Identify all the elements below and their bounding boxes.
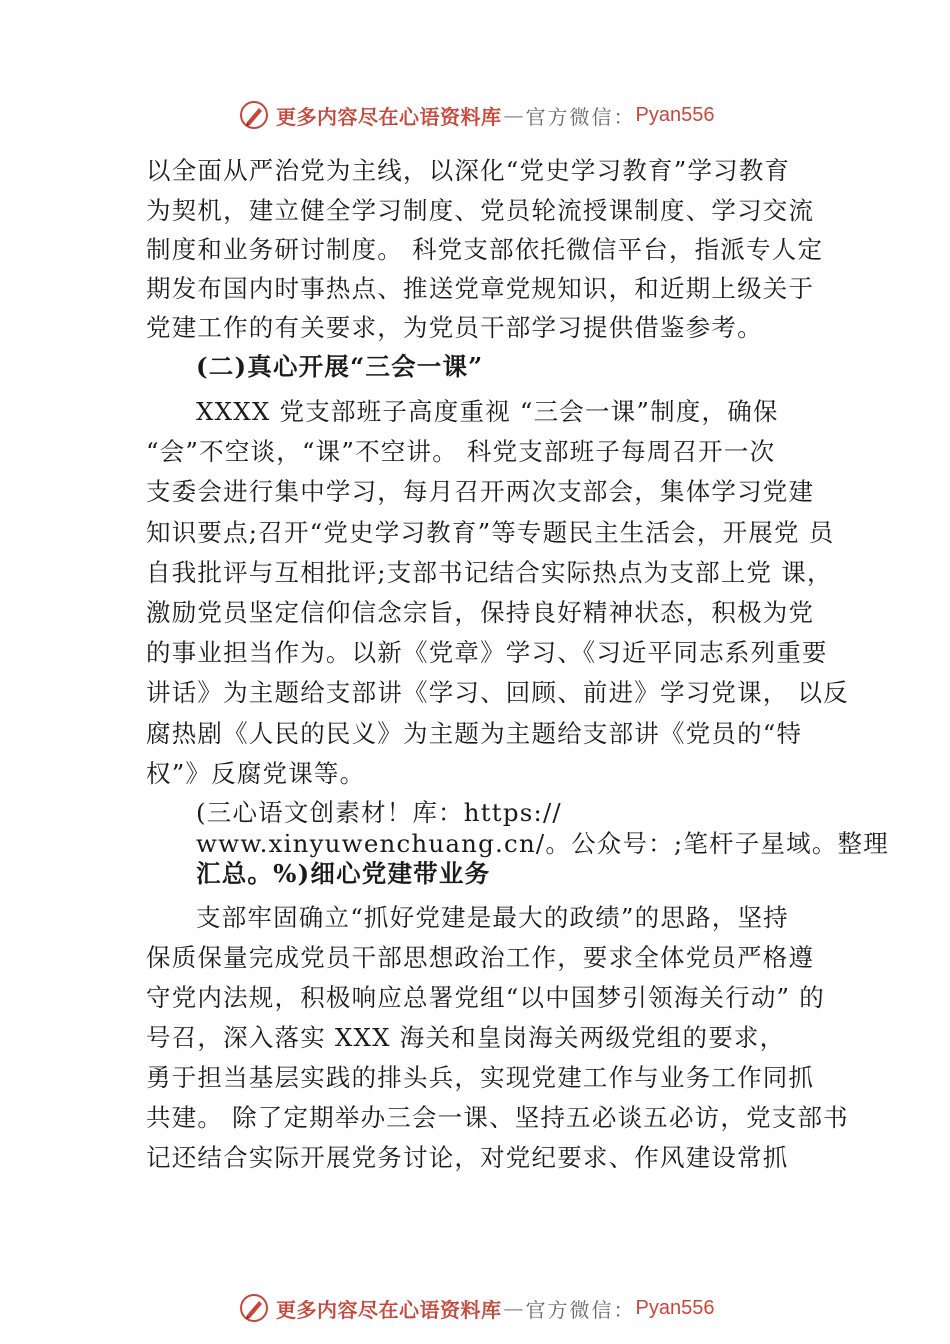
paragraph-line: 制度和业务研讨制度。 科党支部依托微信平台，指派专人定 — [146, 235, 824, 264]
paragraph-line: 激励党员坚定信仰信念宗旨，保持良好精神状态，积极为党 — [146, 598, 815, 627]
paragraph-line: 以全面从严治党为主线，以深化“党史学习教育”学习教育 — [146, 156, 791, 185]
paragraph-line: (三心语文创素材！库：https:// — [196, 798, 562, 827]
paragraph-line: 权”》反腐党课等。 — [146, 759, 366, 788]
paragraph-line: 支委会进行集中学习，每月召开两次支部会，集体学习党建 — [146, 477, 815, 506]
paragraph-line: 腐热剧《人民的民义》为主题为主题给支部讲《党员的“特 — [146, 719, 803, 748]
banner-title: 更多内容尽在心语资料库 — [276, 104, 502, 129]
paragraph-line: 记还结合实际开展党务讨论，对党纪要求、作风建设常抓 — [146, 1143, 789, 1172]
pen-logo-icon — [238, 99, 270, 131]
paragraph-line: 支部牢固确立“抓好党建是最大的政绩”的思路，坚持 — [196, 903, 789, 932]
banner-dash: — — [503, 103, 524, 127]
paragraph-line: 守党内法规，积极响应总署党组“以中国梦引领海关行动” 的 — [146, 983, 825, 1012]
banner-wechat-label: 官方微信： — [525, 1297, 636, 1322]
pen-logo-icon — [238, 1292, 270, 1324]
paragraph-line: 共建。 除了定期举办三会一课、坚持五必谈五必访，党支部书 — [146, 1103, 849, 1132]
paragraph-line: 讲话》为主题给支部讲《学习、回顾、前进》学习党课， 以反 — [146, 678, 849, 707]
paragraph-line: XXXX 党支部班子高度重视 “三会一课”制度，确保 — [196, 397, 779, 426]
banner-wechat-label: 官方微信： — [525, 104, 636, 129]
banner-title: 更多内容尽在心语资料库 — [276, 1297, 502, 1322]
paragraph-line: 党建工作的有关要求，为党员干部学习提供借鉴参考。 — [146, 313, 763, 342]
paragraph-line: “会”不空谈，“课”不空讲。 科党支部班子每周召开一次 — [146, 437, 776, 466]
footer-banner — [238, 1290, 758, 1326]
banner-dash: — — [503, 1296, 524, 1320]
paragraph-line: 的事业担当作为。以新《党章》学习、《习近平同志系列重要 — [146, 638, 828, 667]
header-banner — [238, 97, 758, 133]
paragraph-line: 为契机，建立健全学习制度、党员轮流授课制度、学习交流 — [146, 196, 815, 225]
paragraph-line: 号召，深入落实 XXX 海关和皇岗海关两级党组的要求， — [146, 1023, 786, 1052]
paragraph-line: 知识要点;召开“党史学习教育”等专题民主生活会，开展党 员 — [146, 518, 835, 547]
banner-wechat-id: Pyan556 — [635, 103, 715, 126]
paragraph-line: 自我批评与互相批评;支部书记结合实际热点为支部上党 课， — [146, 558, 833, 587]
paragraph-line: 期发布国内时事热点、推送党章党规知识，和近期上级关于 — [146, 274, 815, 303]
section-heading: 汇总。%)细心党建带业务 — [196, 859, 491, 888]
banner-wechat-id: Pyan556 — [635, 1296, 715, 1319]
paragraph-line: 勇于担当基层实践的排头兵，实现党建工作与业务工作同抓 — [146, 1063, 815, 1092]
section-heading: (二)真心开展“三会一课” — [196, 352, 484, 381]
paragraph-line: www.xinyuwenchuang.cn/。公众号：;笔杆子星域。整理 — [196, 829, 889, 858]
paragraph-line: 保质保量完成党员干部思想政治工作，要求全体党员严格遵 — [146, 943, 815, 972]
